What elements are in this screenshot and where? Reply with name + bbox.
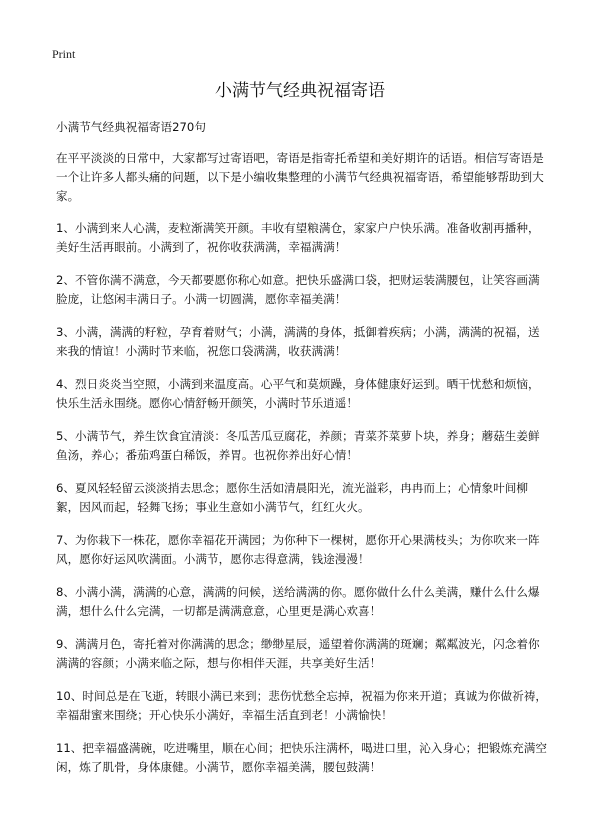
blessing-paragraph-8: 8、小满小满，满满的心意，满满的问候，送给满满的你。愿你做什么什么美满，赚什么什么爆满，想什么什么完满，一切都是满满意意，心里更是满心欢喜！	[56, 585, 540, 618]
blessing-paragraph-1: 1、小满到来人心满，麦粒渐满笑开颜。丰收有望粮满仓，家家户户快乐满。准备收割再播种，美好生活再眼前。小满到了，祝你收获满满，幸福满满！	[56, 221, 540, 254]
blessing-paragraph-11: 11、把幸福盛满碗，吃进嘴里，顺在心间；把快乐注满杯，喝进口里，沁入身心；把锻炼充满空闲，炼了肌骨，身体康健。小满节，愿你幸福美满，腰包鼓满！	[56, 741, 547, 774]
blessing-paragraph-3: 3、小满，满满的籽粒，孕育着财气；小满，满满的身体，抵御着疾病；小满，满满的祝福，送来我的情谊！小满时节来临，祝您口袋满满，收获满满！	[56, 325, 540, 358]
document-body	[56, 118, 550, 791]
document-subtitle: 小满节气经典祝福寄语270句	[56, 120, 206, 134]
blessing-paragraph-2: 2、不管你满不满意，今天都要愿你称心如意。把快乐盛满口袋，把财运装满腰包，让笑容画满脸庞，让悠闲丰满日子。小满一切圆满，愿你幸福美满！	[56, 273, 540, 306]
blessing-paragraph-4: 4、烈日炎炎当空照，小满到来温度高。心平气和莫烦躁，身体健康好运到。晒干忧愁和烦恼，快乐生活永围绕。愿你心情舒畅开颜笑，小满时节乐逍遥！	[56, 377, 540, 410]
blessing-paragraph-5: 5、小满节气，养生饮食宜清淡：冬瓜苦瓜豆腐花，养颜；青菜芥菜萝卜块，养身；蘑菇生姜鲜鱼汤，养心；番茄鸡蛋白稀饭，养胃。也祝你养出好心情！	[56, 429, 540, 462]
blessing-paragraph-6: 6、夏风轻轻留云淡淡捎去思念；愿你生活如清晨阳光，流光溢彩，冉冉而上；心情象叶间柳絮，因风而起，轻舞飞扬；事业生意如小满节气，红红火火。	[56, 481, 528, 514]
page-title: 小满节气经典祝福寄语	[215, 81, 385, 101]
blessing-paragraph-10: 10、时间总是在飞逝，转眼小满已来到；悲伤忧愁全忘掉，祝福为你来开道；真诚为你做祈祷，幸福甜蜜来围绕；开心快乐小满好，幸福生活直到老！小满愉快！	[56, 689, 547, 722]
intro-paragraph: 在平平淡淡的日常中，大家都写过寄语吧，寄语是指寄托希望和美好期许的话语。相信写寄语是一个让许多人都头痛的问题，以下是小编收集整理的小满节气经典祝福寄语，希望能够帮助到大家。	[56, 151, 544, 203]
blessing-paragraph-7: 7、为你栽下一株花，愿你幸福花开满园；为你种下一棵树，愿你开心果满枝头；为你吹来一阵风，愿你好运风吹满面。小满节，愿你志得意满，钱途漫漫！	[56, 533, 540, 566]
print-link[interactable]: Print	[52, 47, 76, 61]
blessing-paragraph-9: 9、满满月色，寄托着对你满满的思念；缈缈星辰，遥望着你满满的斑斓；粼粼波光，闪念着你满满的容颜；小满来临之际，想与你相伴天涯，共享美好生活！	[56, 637, 540, 670]
